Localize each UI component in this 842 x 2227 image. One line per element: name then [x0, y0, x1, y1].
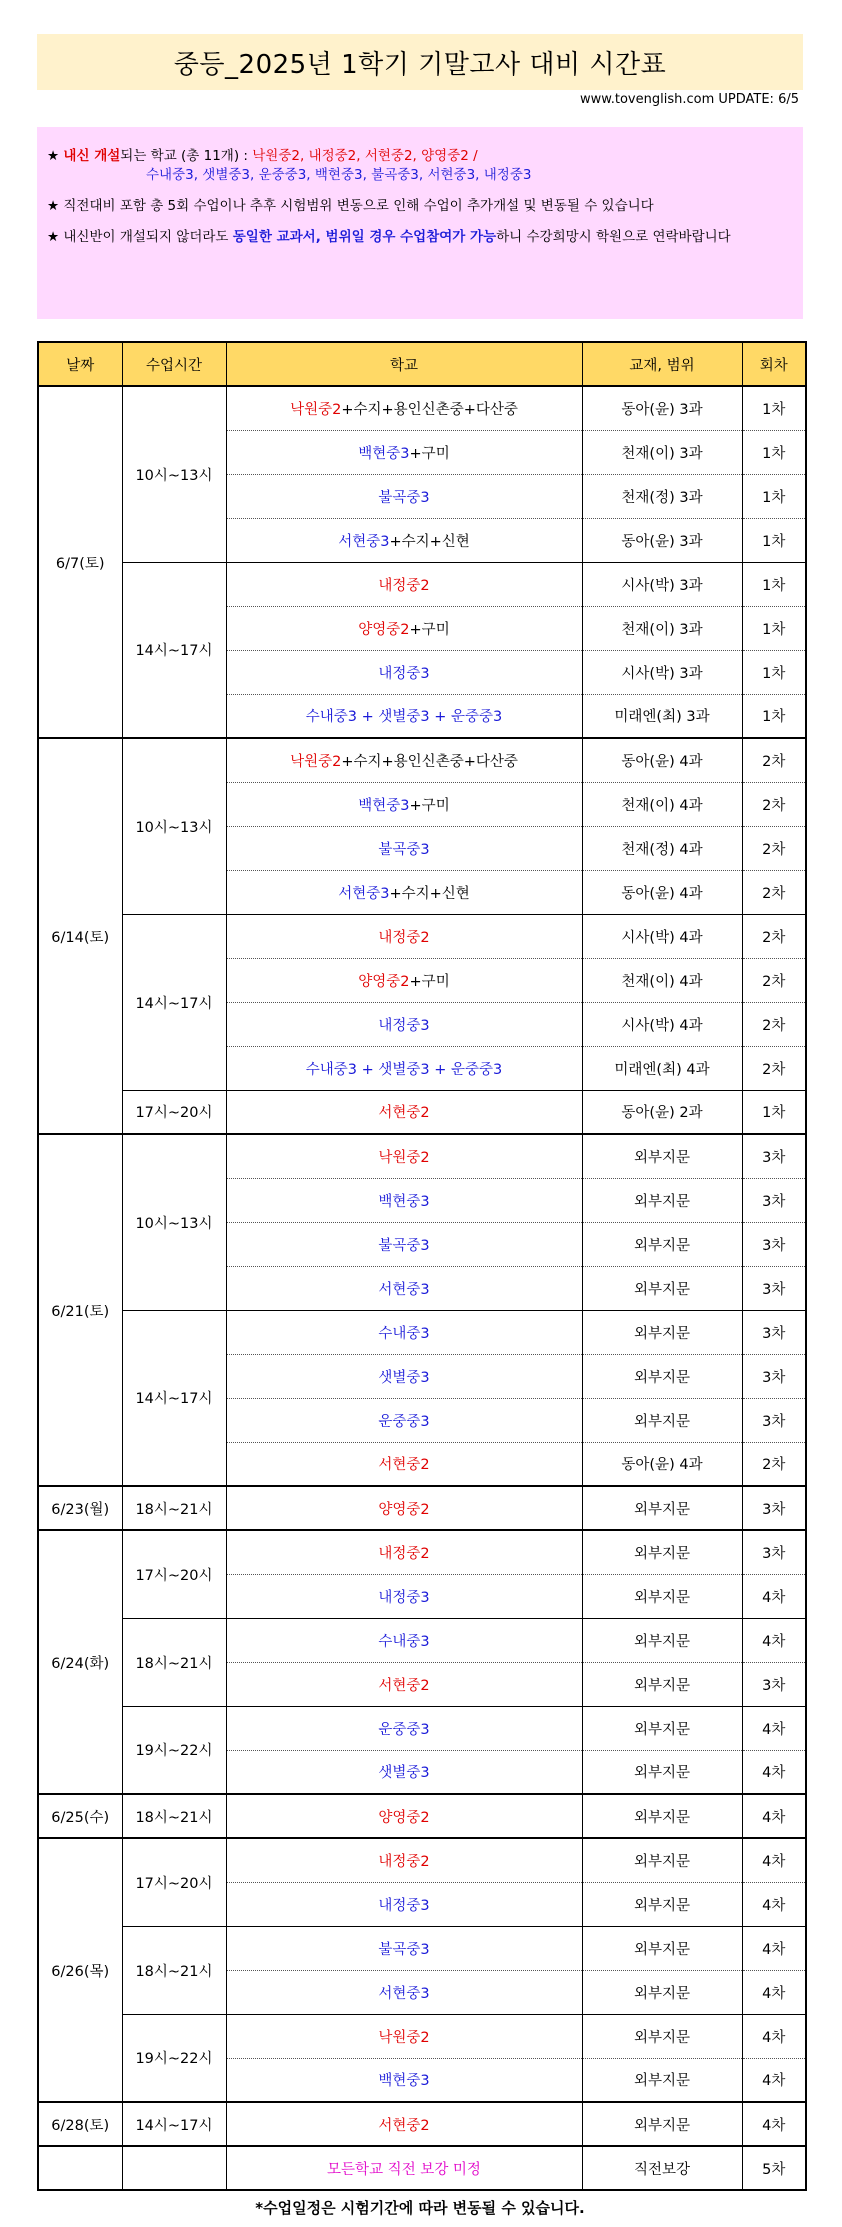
school-name: 백현중3 [358, 797, 410, 814]
school-name: 모든학교 직전 보강 미정 [327, 2161, 481, 2178]
school-name: 백현중3 [378, 2073, 430, 2090]
school-cell [226, 1750, 582, 1794]
school-name: 양영중2 [378, 1809, 430, 1826]
school-name: 서현중2 [378, 1105, 430, 1122]
school-cell [226, 430, 582, 474]
table-row [38, 1706, 806, 1750]
school-name: +구미 [409, 797, 450, 814]
school-name: 수내중3 + 샛별중3 + 운중중3 [305, 709, 503, 726]
round-cell: 1차 [742, 650, 806, 694]
school-cell [226, 474, 582, 518]
time-cell: 18시~21시 [122, 1794, 226, 1838]
book-cell: 외부지문 [582, 2102, 742, 2146]
table-row [38, 386, 806, 430]
book-cell: 동아(윤) 4과 [582, 738, 742, 782]
table-row [38, 1486, 806, 1530]
table-row [38, 1530, 806, 1574]
time-cell: 10시~13시 [122, 386, 226, 562]
school-cell [226, 1442, 582, 1486]
school-name: 서현중2 [378, 1677, 430, 1694]
book-cell: 외부지문 [582, 1354, 742, 1398]
table-row [38, 738, 806, 782]
round-cell: 4차 [742, 2102, 806, 2146]
school-name: 불곡중3 [378, 489, 430, 506]
school-cell [226, 826, 582, 870]
date-cell: 6/21(토) [38, 1134, 122, 1486]
school-cell [226, 738, 582, 782]
date-cell: 6/26(목) [38, 1838, 122, 2102]
school-cell [226, 782, 582, 826]
book-cell: 천재(정) 3과 [582, 474, 742, 518]
time-cell: 14시~17시 [122, 914, 226, 1090]
school-name: 서현중3 [378, 1281, 430, 1298]
school-name: 내정중3 [378, 1017, 430, 1034]
book-cell: 외부지문 [582, 1266, 742, 1310]
school-name: 백현중3 [378, 1193, 430, 1210]
notice-line-3 [47, 228, 793, 247]
table-row [38, 2102, 806, 2146]
round-cell: 3차 [742, 1266, 806, 1310]
school-name: 서현중3 [378, 1985, 430, 2002]
book-cell: 천재(이) 3과 [582, 430, 742, 474]
book-cell: 외부지문 [582, 1882, 742, 1926]
school-name: 낙원중2 [290, 401, 342, 418]
round-cell: 1차 [742, 694, 806, 738]
round-cell: 1차 [742, 386, 806, 430]
book-cell: 외부지문 [582, 1794, 742, 1838]
school-name: 낙원중2 [290, 753, 342, 770]
book-cell: 외부지문 [582, 2058, 742, 2102]
time-cell: 17시~20시 [122, 1530, 226, 1618]
book-cell: 천재(이) 4과 [582, 782, 742, 826]
school-name: 수내중3 + 샛별중3 + 운중중3 [305, 1061, 503, 1078]
notice-box [37, 127, 803, 319]
school-name: 수내중3 [378, 1325, 430, 1342]
school-cell [226, 1354, 582, 1398]
school-cell [226, 606, 582, 650]
book-cell: 직전보강 [582, 2146, 742, 2190]
school-cell [226, 1926, 582, 1970]
school-name: 내정중3 [378, 1589, 430, 1606]
book-cell: 동아(윤) 3과 [582, 386, 742, 430]
school-cell [226, 1662, 582, 1706]
school-cell [226, 1398, 582, 1442]
time-cell: 17시~20시 [122, 1838, 226, 1926]
round-cell: 3차 [742, 1486, 806, 1530]
book-cell: 외부지문 [582, 1750, 742, 1794]
school-name: 불곡중3 [378, 1237, 430, 1254]
school-name: 내정중3 [378, 665, 430, 682]
school-cell [226, 1090, 582, 1134]
school-cell [226, 562, 582, 606]
book-cell: 동아(윤) 2과 [582, 1090, 742, 1134]
school-cell [226, 2146, 582, 2190]
round-cell: 2차 [742, 914, 806, 958]
book-cell: 동아(윤) 3과 [582, 518, 742, 562]
header-school: 학교 [226, 342, 582, 386]
table-row [38, 1618, 806, 1662]
school-name: +수지+용인신촌중+다산중 [341, 753, 518, 770]
school-name: 낙원중2 [378, 2029, 430, 2046]
notice-line-3-highlight: 동일한 교과서, 범위일 경우 수업참여가 가능 [232, 229, 497, 245]
school-cell [226, 1134, 582, 1178]
school-name: 샛별중3 [378, 1765, 430, 1782]
book-cell: 외부지문 [582, 1706, 742, 1750]
round-cell: 4차 [742, 1926, 806, 1970]
school-name: 양영중2 [358, 621, 410, 638]
time-cell: 14시~17시 [122, 562, 226, 738]
school-cell [226, 1046, 582, 1090]
book-cell: 외부지문 [582, 1178, 742, 1222]
table-row [38, 2014, 806, 2058]
book-cell: 시사(박) 3과 [582, 562, 742, 606]
round-cell: 3차 [742, 1222, 806, 1266]
header-round: 회차 [742, 342, 806, 386]
date-cell: 6/28(토) [38, 2102, 122, 2146]
notice-blue-schools: 수내중3, 샛별중3, 운중중3, 백현중3, 불곡중3, 서현중3, 내정중3 [146, 167, 532, 183]
school-cell [226, 914, 582, 958]
school-cell [226, 2014, 582, 2058]
time-cell: 17시~20시 [122, 1090, 226, 1134]
school-name: 백현중3 [358, 445, 410, 462]
school-cell [226, 694, 582, 738]
school-cell [226, 1970, 582, 2014]
book-cell: 동아(윤) 4과 [582, 1442, 742, 1486]
book-cell: 동아(윤) 4과 [582, 870, 742, 914]
round-cell: 5차 [742, 2146, 806, 2190]
page-title: 중등_2025년 1학기 기말고사 대비 시간표 [37, 34, 803, 90]
book-cell: 천재(이) 4과 [582, 958, 742, 1002]
schedule-body [38, 386, 806, 2190]
round-cell: 4차 [742, 1618, 806, 1662]
school-cell [226, 650, 582, 694]
date-cell [38, 2146, 122, 2190]
book-cell: 외부지문 [582, 1486, 742, 1530]
round-cell: 3차 [742, 1354, 806, 1398]
table-row [38, 1838, 806, 1882]
school-name: 서현중3 [338, 885, 390, 902]
school-name: +구미 [409, 445, 450, 462]
round-cell: 3차 [742, 1530, 806, 1574]
school-name: 불곡중3 [378, 841, 430, 858]
school-name: +구미 [409, 973, 450, 990]
table-header-row [38, 342, 806, 386]
notice-highlight: 내신 개설 [63, 148, 121, 164]
time-cell: 14시~17시 [122, 1310, 226, 1486]
school-cell [226, 518, 582, 562]
table-row [38, 2146, 806, 2190]
time-cell: 19시~22시 [122, 1706, 226, 1794]
round-cell: 4차 [742, 1574, 806, 1618]
school-cell [226, 958, 582, 1002]
book-cell: 천재(정) 4과 [582, 826, 742, 870]
school-cell [226, 1222, 582, 1266]
book-cell: 미래엔(최) 3과 [582, 694, 742, 738]
date-cell: 6/24(화) [38, 1530, 122, 1794]
school-name: +수지+신현 [389, 533, 470, 550]
school-cell [226, 1266, 582, 1310]
school-name: +구미 [409, 621, 450, 638]
round-cell: 4차 [742, 1794, 806, 1838]
school-name: 서현중2 [378, 1457, 430, 1474]
school-name: 서현중3 [338, 533, 390, 550]
school-name: 내정중2 [378, 929, 430, 946]
book-cell: 외부지문 [582, 1662, 742, 1706]
book-cell: 외부지문 [582, 1530, 742, 1574]
school-cell [226, 870, 582, 914]
round-cell: 3차 [742, 1134, 806, 1178]
school-cell [226, 1178, 582, 1222]
school-name: +수지+신현 [389, 885, 470, 902]
school-cell [226, 1882, 582, 1926]
round-cell: 4차 [742, 1838, 806, 1882]
school-name: 불곡중3 [378, 1941, 430, 1958]
book-cell: 외부지문 [582, 1310, 742, 1354]
round-cell: 1차 [742, 562, 806, 606]
round-cell: 4차 [742, 2014, 806, 2058]
school-cell [226, 1794, 582, 1838]
school-name: 내정중2 [378, 1853, 430, 1870]
round-cell: 2차 [742, 782, 806, 826]
book-cell: 시사(박) 3과 [582, 650, 742, 694]
round-cell: 2차 [742, 1046, 806, 1090]
book-cell: 외부지문 [582, 1838, 742, 1882]
table-row [38, 1090, 806, 1134]
book-cell: 외부지문 [582, 2014, 742, 2058]
school-cell [226, 1530, 582, 1574]
header-time: 수업시간 [122, 342, 226, 386]
school-name: 내정중3 [378, 1897, 430, 1914]
book-cell: 미래엔(최) 4과 [582, 1046, 742, 1090]
round-cell: 2차 [742, 958, 806, 1002]
round-cell: 2차 [742, 1442, 806, 1486]
time-cell: 10시~13시 [122, 1134, 226, 1310]
school-name: 수내중3 [378, 1633, 430, 1650]
round-cell: 3차 [742, 1310, 806, 1354]
time-cell: 14시~17시 [122, 2102, 226, 2146]
notice-line-1 [47, 147, 793, 185]
school-cell [226, 1486, 582, 1530]
round-cell: 2차 [742, 1002, 806, 1046]
round-cell: 1차 [742, 518, 806, 562]
school-name: 낙원중2 [378, 1149, 430, 1166]
notice-line-3-pre: ★ 내신반이 개설되지 않더라도 [47, 229, 233, 245]
table-row [38, 1134, 806, 1178]
notice-text: 되는 학교 (총 11개) : [120, 148, 253, 164]
round-cell: 1차 [742, 430, 806, 474]
round-cell: 3차 [742, 1178, 806, 1222]
school-name: 운중중3 [378, 1413, 430, 1430]
school-cell [226, 1002, 582, 1046]
book-cell: 외부지문 [582, 1926, 742, 1970]
book-cell: 외부지문 [582, 1970, 742, 2014]
school-name: 내정중2 [378, 1545, 430, 1562]
round-cell: 4차 [742, 2058, 806, 2102]
notice-line-3-post: 하니 수강희망시 학원으로 연락바랍니다 [496, 229, 731, 245]
round-cell: 1차 [742, 606, 806, 650]
date-cell: 6/14(토) [38, 738, 122, 1134]
time-cell: 10시~13시 [122, 738, 226, 914]
time-cell [122, 2146, 226, 2190]
schedule-table [37, 341, 807, 2191]
table-row [38, 562, 806, 606]
round-cell: 3차 [742, 1398, 806, 1442]
school-name: 양영중2 [358, 973, 410, 990]
book-cell: 천재(이) 3과 [582, 606, 742, 650]
book-cell: 시사(박) 4과 [582, 1002, 742, 1046]
notice-red-schools: 낙원중2, 내정중2, 서현중2, 양영중2 / [252, 148, 478, 164]
round-cell: 4차 [742, 1706, 806, 1750]
time-cell: 18시~21시 [122, 1926, 226, 2014]
school-cell [226, 2102, 582, 2146]
header-date: 날짜 [38, 342, 122, 386]
book-cell: 외부지문 [582, 1222, 742, 1266]
book-cell: 시사(박) 4과 [582, 914, 742, 958]
round-cell: 4차 [742, 1882, 806, 1926]
round-cell: 1차 [742, 1090, 806, 1134]
book-cell: 외부지문 [582, 1618, 742, 1662]
round-cell: 2차 [742, 738, 806, 782]
book-cell: 외부지문 [582, 1134, 742, 1178]
time-cell: 18시~21시 [122, 1486, 226, 1530]
school-name: 내정중2 [378, 577, 430, 594]
round-cell: 1차 [742, 474, 806, 518]
book-cell: 외부지문 [582, 1398, 742, 1442]
round-cell: 2차 [742, 826, 806, 870]
table-row [38, 914, 806, 958]
round-cell: 3차 [742, 1662, 806, 1706]
table-row [38, 1310, 806, 1354]
school-cell [226, 1574, 582, 1618]
book-cell: 외부지문 [582, 1574, 742, 1618]
table-row [38, 1794, 806, 1838]
date-cell: 6/7(토) [38, 386, 122, 738]
school-name: 서현중2 [378, 2117, 430, 2134]
round-cell: 2차 [742, 870, 806, 914]
school-cell [226, 1310, 582, 1354]
school-cell [226, 386, 582, 430]
update-info: www.tovenglish.com UPDATE: 6/5 [580, 92, 799, 107]
school-cell [226, 2058, 582, 2102]
school-name: 운중중3 [378, 1721, 430, 1738]
school-name: +수지+용인신촌중+다산중 [341, 401, 518, 418]
round-cell: 4차 [742, 1750, 806, 1794]
school-name: 양영중2 [378, 1501, 430, 1518]
school-cell [226, 1838, 582, 1882]
header-book: 교재, 범위 [582, 342, 742, 386]
school-name: 샛별중3 [378, 1369, 430, 1386]
time-cell: 19시~22시 [122, 2014, 226, 2102]
table-row [38, 1926, 806, 1970]
round-cell: 4차 [742, 1970, 806, 2014]
date-cell: 6/25(수) [38, 1794, 122, 1838]
date-cell: 6/23(월) [38, 1486, 122, 1530]
notice-line-2: ★ 직전대비 포함 총 5회 수업이나 추후 시험범위 변동으로 인해 수업이 추가개설 및 변동될 수 있습니다 [47, 198, 654, 214]
school-cell [226, 1618, 582, 1662]
star-icon: ★ [47, 148, 64, 164]
school-cell [226, 1706, 582, 1750]
time-cell: 18시~21시 [122, 1618, 226, 1706]
footer-note: *수업일정은 시험기간에 따라 변동될 수 있습니다. [255, 2199, 585, 2217]
